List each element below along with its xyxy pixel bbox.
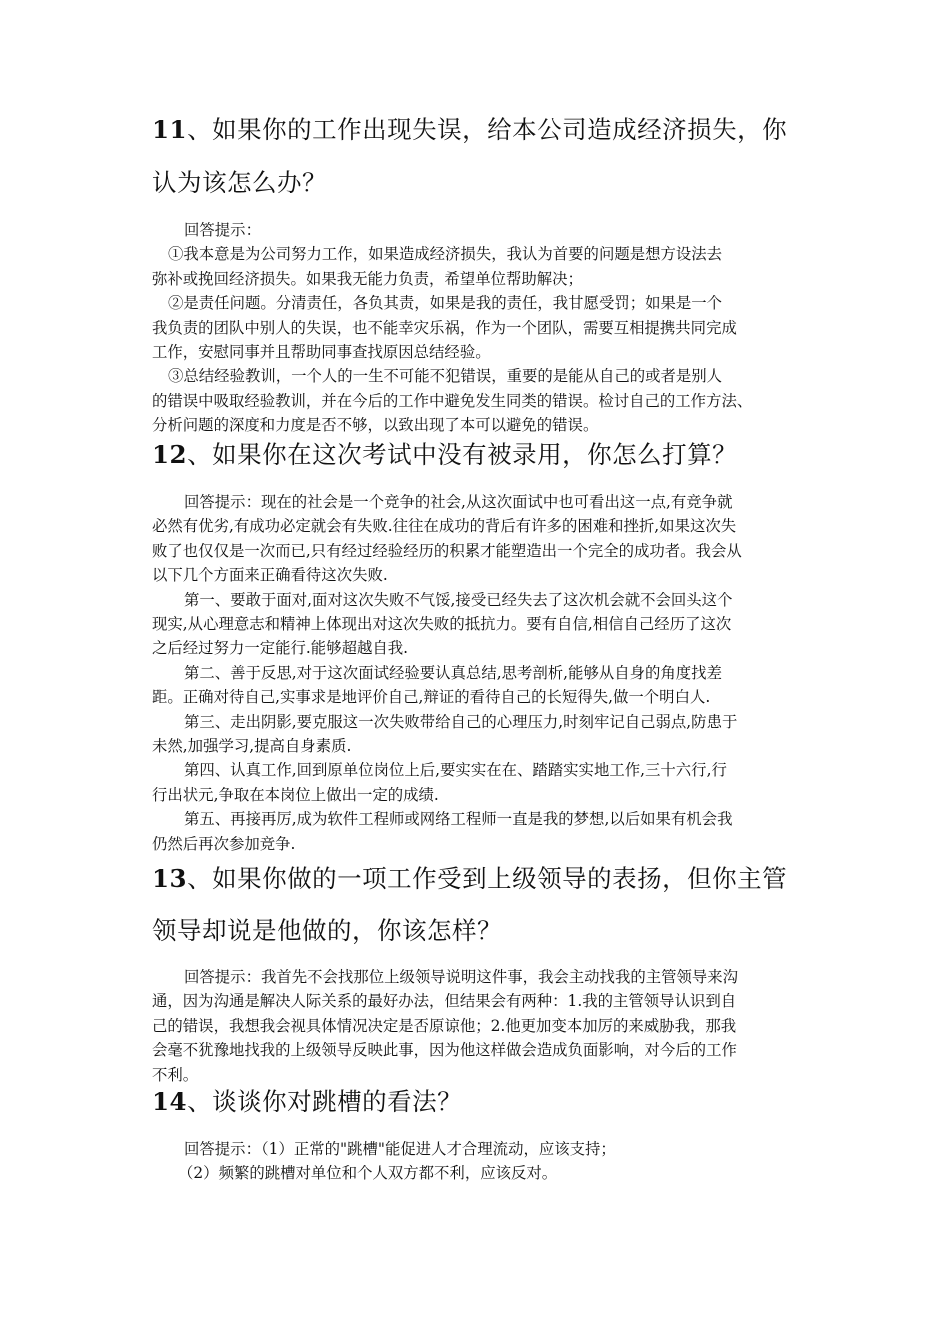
question-13-title-text: 、如果你做的一项工作受到上级领导的表扬，但你主管 [187, 864, 788, 893]
answer-line: 以下几个方面来正确看待这次失败. [152, 566, 388, 585]
answer-line: 回答提示：我首先不会找那位上级领导说明这件事，我会主动找我的主管领导来沟 [184, 968, 739, 986]
answer-line: 会毫不犹豫地找我的上级领导反映此事，因为他这样做会造成负面影响，对今后的工作 [152, 1041, 737, 1060]
answer-line: 我负责的团队中别人的失误，也不能幸灾乐祸，作为一个团队，需要互相提携共同完成 [152, 318, 737, 337]
answer-line: 回答提示：（1）正常的"跳槽"能促进人才合理流动，应该支持； [184, 1140, 616, 1158]
question-14-title [152, 1085, 462, 1119]
answer-line: 未然,加强学习,提高自身素质. [152, 737, 352, 756]
answer-line: 仍然后再次参加竞争. [152, 834, 296, 853]
answer-line: 弥补或挽回经济损失。如果我无能力负责，希望单位帮助解决； [152, 269, 583, 288]
question-12-title-text: 、如果你在这次考试中没有被录用，你怎么打算？ [187, 440, 738, 469]
answer-line: 必然有优劣,有成功必定就会有失败.往往在成功的背后有许多的困难和挫折,如果这次失 [152, 517, 737, 536]
question-11-title-text: 、如果你的工作出现失误，给本公司造成经济损失，你 [187, 115, 788, 144]
question-12-answer [152, 490, 800, 856]
question-13-answer [152, 965, 800, 1087]
answer-line: 工作，安慰同事并且帮助同事查找原因总结经验。 [152, 343, 491, 362]
question-11-answer [152, 218, 800, 438]
answer-line: 之后经过努力一定能行.能够超越自我. [152, 639, 409, 658]
answer-line: 第二、善于反思,对于这次面试经验要认真总结,思考剖析,能够从自身的角度找差 [184, 663, 722, 682]
answer-line: 现实,从心理意志和精神上体现出对这次失败的抵抗力。要有自信,相信自己经历了这次 [152, 615, 732, 634]
question-11-title-line1 [152, 113, 787, 147]
question-12-number: 12 [152, 440, 188, 469]
question-14-answer [152, 1137, 800, 1186]
question-11-number: 11 [152, 115, 188, 144]
answer-line: 第一、要敢于面对,面对这次失败不气馁,接受已经失去了这次机会就不会回头这个 [184, 590, 733, 609]
answer-line: ①我本意是为公司努力工作，如果造成经济损失，我认为首要的问题是想方设法去 [168, 245, 723, 264]
question-11-title-line2: 认为该怎么办？ [152, 168, 327, 197]
answer-line: 距。正确对待自己,实事求是地评价自己,辩证的看待自己的长短得失,做一个明白人. [152, 688, 711, 707]
answer-line: 第三、走出阴影,要克服这一次失败带给自己的心理压力,时刻牢记自己弱点,防患于 [184, 712, 738, 731]
question-12-title [152, 438, 737, 472]
answer-line: 回答提示：现在的社会是一个竞争的社会,从这次面试中也可看出这一点,有竞争就 [184, 493, 733, 511]
answer-line: 的错误中吸取经验教训，并在今后的工作中避免发生同类的错误。检讨自己的工作方法、 [152, 391, 753, 410]
answer-line: ③总结经验教训，一个人的一生不可能不犯错误，重要的是能从自己的或者是别人 [168, 367, 723, 386]
answer-line: 败了也仅仅是一次而已,只有经过经验经历的积累才能塑造出一个完全的成功者。我会从 [152, 541, 742, 560]
answer-line: 己的错误，我想我会视具体情况决定是否原谅他；2.他更加变本加厉的来威胁我，那我 [152, 1016, 737, 1035]
question-14-number: 14 [152, 1087, 188, 1116]
answer-line: 分析问题的深度和力度是否不够，以致出现了本可以避免的错误。 [152, 416, 599, 435]
answer-line: ②是责任问题。分清责任，各负其责，如果是我的责任，我甘愿受罚；如果是一个 [168, 294, 723, 313]
answer-line: 不利。 [152, 1065, 199, 1084]
answer-hint-label: 回答提示： [184, 221, 261, 239]
answer-line: 行出状元,争取在本岗位上做出一定的成绩. [152, 785, 439, 804]
answer-line: 第五、再接再厉,成为软件工程师或网络工程师一直是我的梦想,以后如果有机会我 [184, 810, 733, 829]
question-13-title-line1 [152, 862, 787, 896]
question-13-number: 13 [152, 864, 188, 893]
answer-line: 第四、认真工作,回到原单位岗位上后,要实实在在、踏踏实实地工作,三十六行,行 [184, 761, 727, 780]
question-13-title-line2: 领导却说是他做的，你该怎样？ [152, 916, 502, 945]
answer-line: 通，因为沟通是解决人际关系的最好办法，但结果会有两种：1.我的主管领导认识到自 [152, 992, 737, 1011]
question-14-title-text: 、谈谈你对跳槽的看法？ [187, 1087, 463, 1116]
answer-line: （2）频繁的跳槽对单位和个人双方都不利，应该反对。 [178, 1164, 558, 1183]
